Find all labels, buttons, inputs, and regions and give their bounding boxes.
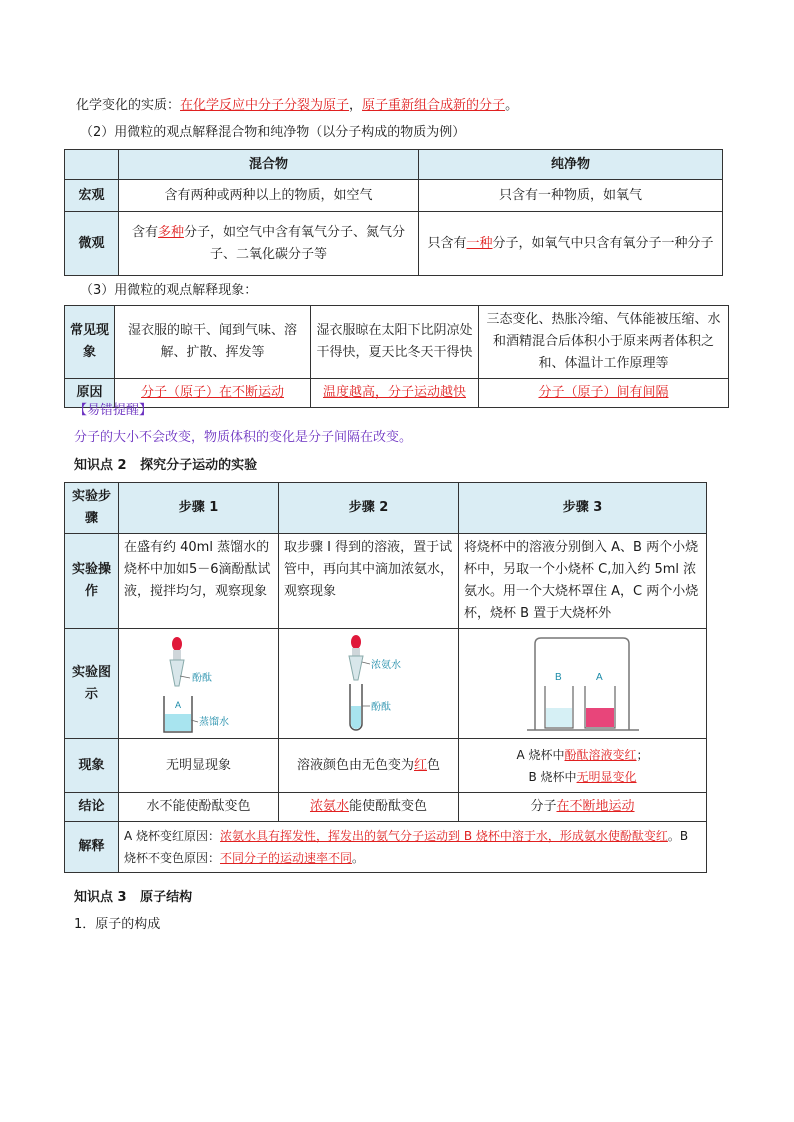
obs3-b1: B 烧杯中 — [528, 769, 577, 784]
reason-1: 分子（原子）在不断运动 — [115, 379, 311, 408]
section3-title: （3）用微粒的观点解释现象： — [80, 283, 258, 298]
figure-label: 实验图示 — [65, 629, 119, 739]
figure-3 — [459, 629, 707, 739]
micro-pure — [419, 212, 723, 276]
beaker-b-liquid — [546, 708, 572, 727]
dropper-pointer — [180, 676, 190, 678]
tip-text: 分子的大小不会改变，物质体积的变化是分子间隔在改变。 — [74, 430, 413, 445]
fig3-b-label: B — [554, 671, 562, 683]
phenomena-table — [64, 305, 729, 408]
obs2-b: 色 — [427, 757, 441, 773]
tip-label: 【易错提醒】 — [74, 403, 153, 418]
con3-red: 在不断地运动 — [556, 799, 635, 814]
macro-pure: 只含有一种物质，如氧气 — [419, 180, 723, 212]
section2-title: （2）用微粒的观点解释混合物和纯净物（以分子构成的物质为例） — [80, 125, 466, 140]
observation-2 — [279, 739, 459, 793]
ammonia-pointer — [362, 662, 370, 664]
figure-1 — [119, 629, 279, 739]
dropper-tube-figure — [314, 634, 424, 734]
obs2-red: 红 — [413, 757, 427, 773]
observation-3 — [459, 739, 707, 793]
operation-label: 实验操作 — [65, 534, 119, 629]
exp-red1: 浓氨水具有挥发性，挥发出的氨气分子运动到 B 烧杯中溶于水，形成氨水使酚酞变红 — [220, 829, 668, 843]
con2-red: 浓氨水 — [309, 799, 349, 814]
reason-2: 温度越高，分子运动越快 — [311, 379, 479, 408]
operation-2: 取步骤 I 得到的溶液，置于试管中，再向其中滴加浓氨水，观察现象 — [279, 534, 459, 629]
beaker-a-liquid — [586, 708, 614, 727]
head-pure: 纯净物 — [419, 150, 723, 180]
explanation-text — [119, 822, 707, 873]
fig2-dropper-label: 浓氨水 — [370, 659, 401, 671]
conclusion-2 — [279, 793, 459, 822]
kp3-num: 知识点 3 — [74, 890, 127, 905]
kp2-num: 知识点 2 — [74, 458, 127, 473]
kp3-heading — [74, 888, 192, 908]
intro-red1: 在化学反应中分子分裂为原子 — [180, 98, 350, 113]
dropper-bulb — [172, 637, 182, 651]
reason-3: 分子（原子）间有间隔 — [479, 379, 729, 408]
conclusion-1: 水不能使酚酞变色 — [119, 793, 279, 822]
corner-cell — [65, 150, 119, 180]
dropper-neck-2 — [352, 648, 360, 656]
conclusion-label: 结论 — [65, 793, 119, 822]
macro-mixture: 含有两种或两种以上的物质，如空气 — [119, 180, 419, 212]
intro-comma: ， — [349, 98, 363, 113]
exp-end: 。 — [352, 851, 365, 865]
kp3-title: 原子结构 — [140, 890, 193, 905]
dropper-body — [170, 660, 184, 686]
micro-mix-red: 多种 — [157, 224, 184, 240]
operation-3: 将烧杯中的溶液分别倒入 A、B 两个小烧杯中，另取一个小烧杯 C,加入约 5ml 浓氨水。用一个大烧杯罩住 A，C 两个小烧杯，烧杯 B 置于大烧杯外 — [459, 534, 707, 629]
steps-label: 实验步骤 — [65, 483, 119, 534]
fig1-beaker-label: A — [174, 699, 181, 710]
conclusion-3 — [459, 793, 707, 822]
dropper-body-2 — [349, 656, 363, 680]
operation-1: 在盛有约 40ml 蒸馏水的烧杯中加如5－6滴酚酞试液，搅拌均匀，观察现象 — [119, 534, 279, 629]
dropper-bulb-2 — [351, 635, 361, 649]
dropper-neck — [173, 650, 181, 660]
intro-prefix: 化学变化的实质： — [76, 98, 181, 113]
head-mixture: 混合物 — [119, 150, 419, 180]
fig3-a-label: A — [595, 671, 603, 683]
obs2-a: 溶液颜色由无色变为 — [296, 757, 414, 773]
micro-pure-b: 分子，如氧气中只含有氧分子一种分子 — [492, 235, 714, 251]
experiment-table — [64, 482, 707, 873]
kp2-heading — [74, 456, 257, 476]
con3-a: 分子 — [530, 799, 557, 814]
kp2-title: 探究分子运动的实验 — [140, 458, 258, 473]
item-1: 1．原子的构成 — [74, 917, 161, 932]
step2-header: 步骤 2 — [279, 483, 459, 534]
intro-line — [76, 96, 518, 116]
mixture-table — [64, 149, 723, 276]
row-reason-label: 原因 — [65, 379, 115, 408]
fig2-tube-label: 酚酞 — [370, 701, 391, 713]
row-macro-label: 宏观 — [65, 180, 119, 212]
obs3-a-red: 酚酞溶液变红 — [564, 747, 637, 762]
obs3-b-red: 无明显变化 — [576, 769, 637, 784]
beaker-water — [165, 714, 191, 731]
fig1-water-label: 蒸馏水 — [198, 716, 229, 728]
micro-pure-red: 一种 — [466, 235, 493, 251]
micro-mix-b: 分子，如空气中含有氧气分子、氮气分子、二氧化碳分子等 — [184, 224, 406, 262]
phenomena-3: 三态变化、热胀冷缩、气体能被压缩、水和酒精混合后体积小于原来两者体积之和、体温计工作原理等 — [479, 306, 729, 379]
row-phenomena-label: 常见现象 — [65, 306, 115, 379]
exp-b: 。B 烧杯不变色原因： — [124, 829, 689, 865]
explanation-label: 解释 — [65, 822, 119, 873]
intro-end: 。 — [505, 98, 519, 113]
micro-mix-a: 含有 — [131, 224, 158, 240]
phenomena-2: 湿衣服晾在太阳下比阴凉处干得快，夏天比冬天干得快 — [311, 306, 479, 379]
obs3-a2: ； — [636, 747, 649, 762]
figure-2 — [279, 629, 459, 739]
exp-red2: 不同分子的运动速率不同 — [220, 851, 353, 865]
fig1-dropper-label: 酚酞 — [191, 672, 212, 684]
beakers-figure — [523, 634, 643, 734]
tube-liquid — [351, 706, 361, 729]
obs3-a1: A 烧杯中 — [516, 747, 565, 762]
micro-mixture — [119, 212, 419, 276]
exp-a: A 烧杯变红原因： — [124, 829, 221, 843]
phenomena-1: 湿衣服的晾干、闻到气味、溶解、扩散、挥发等 — [115, 306, 311, 379]
micro-pure-a: 只含有 — [427, 235, 467, 251]
step1-header: 步骤 1 — [119, 483, 279, 534]
observation-1: 无明显现象 — [119, 739, 279, 793]
row-micro-label: 微观 — [65, 212, 119, 276]
intro-red2: 原子重新组合成新的分子 — [362, 98, 506, 113]
con2-b: 能使酚酞变色 — [349, 799, 428, 814]
step3-header: 步骤 3 — [459, 483, 707, 534]
observation-label: 现象 — [65, 739, 119, 793]
dropper-beaker-figure — [144, 634, 254, 734]
